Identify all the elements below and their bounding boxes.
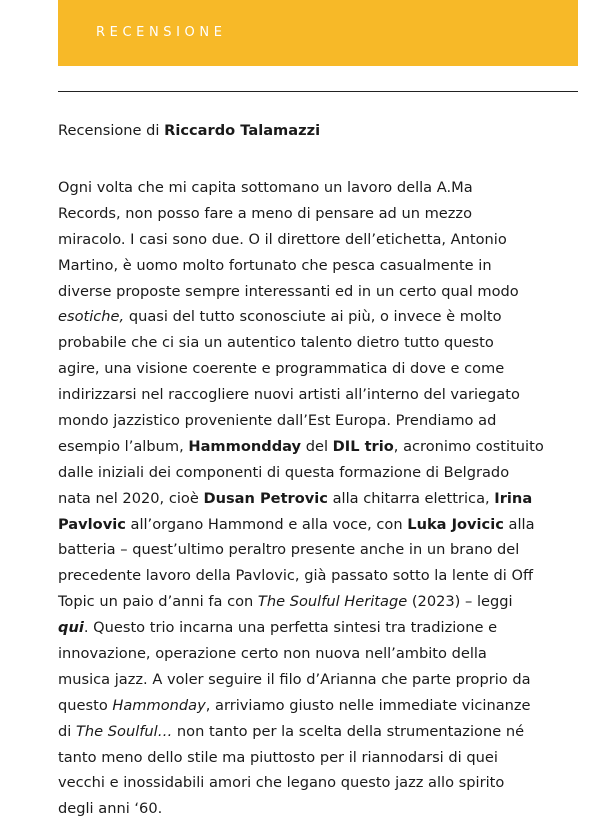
album-title: Hammonday [112,696,206,714]
article-line: innovazione, operazione certo non nuova nell’ambito della [58,645,487,663]
album-title: The Soulful… [75,722,173,740]
musician-name: Pavlovic [58,515,126,533]
article-text: esempio l’album, [58,437,189,455]
article-body [58,175,578,822]
article-line [58,719,578,745]
section-label: RECENSIONE [96,25,227,40]
article-line [58,304,578,330]
article-text: (2023) – leggi [407,593,513,611]
article-line: tanto meno dello stile ma piuttosto per il riannodarsi di quei [58,748,498,766]
article-line [58,615,578,641]
article-line: Records, non posso fare a meno di pensare ad un mezzo [58,204,473,222]
article-text: questo [58,696,113,714]
article-text: Topic un paio d’anni fa con [58,593,258,611]
article-text: del [301,437,333,455]
article-line [58,486,578,512]
section-banner [58,0,578,66]
article-line: Martino, è uomo molto fortunato che pesca casualmente in [58,256,492,274]
read-here-link[interactable]: qui [58,619,84,637]
article-line: dalle iniziali dei componenti di questa formazione di Belgrado [58,463,510,481]
article-line: musica jazz. A voler seguire il filo d’Arianna che parte proprio da [58,670,531,688]
article-line [58,589,578,615]
emphasis-text: esotiche, [58,308,125,326]
article-text: , acronimo costituito [393,437,544,455]
article-line: indirizzarsi nel raccogliere nuovi artisti all’interno del variegato [58,386,520,404]
article-line: mondo jazzistico proveniente dall’Est Europa. Prendiamo ad [58,412,497,430]
article-text: alla [503,515,535,533]
article-line [58,693,578,719]
article-line: diverse proposte sempre interessanti ed in un certo qual modo [58,282,519,300]
byline-prefix: Recensione di [58,122,165,139]
article-text: nata nel 2020, cioè [58,489,204,507]
musician-name: Dusan Petrovic [203,489,328,507]
article-text: non tanto per la scelta della strumentazione né [172,722,525,740]
article-line: probabile che ci sia un autentico talento dietro tutto questo [58,334,494,352]
divider [58,91,578,92]
article-text: . Questo trio incarna una perfetta sintesi tra tradizione e [83,619,498,637]
article-line: vecchi e inossidabili amori che legano questo jazz allo spirito [58,774,505,792]
article-text: quasi del tutto sconosciute ai più, o invece è molto [124,308,502,326]
article-text: , arriviamo giusto nelle immediate vicinanze [205,696,531,714]
byline-author: Riccardo Talamazzi [164,122,321,139]
album-title: Hammondday [188,437,302,455]
musician-name: Irina [494,489,533,507]
album-title: The Soulful Heritage [257,593,408,611]
musician-name: Luka Jovicic [407,515,504,533]
article-line: degli anni ‘60. [58,800,163,818]
article-text: all’organo Hammond e alla voce, con [125,515,408,533]
article-line: Ogni volta che mi capita sottomano un lavoro della A.Ma [58,179,473,196]
article-line [58,434,578,460]
article-line: batteria – quest’ultimo peraltro presente anche in un brano del [58,541,520,559]
band-name: DIL trio [332,437,394,455]
article-line: precedente lavoro della Pavlovic, già passato sotto la lente di Off [58,567,534,585]
article-line: miracolo. I casi sono due. O il direttore dell’etichetta, Antonio [58,230,507,248]
article-line: agire, una visione coerente e programmatica di dove e come [58,360,505,378]
article-line [58,512,578,538]
article-text: di [58,722,76,740]
byline [58,121,320,141]
article-text: alla chitarra elettrica, [327,489,495,507]
